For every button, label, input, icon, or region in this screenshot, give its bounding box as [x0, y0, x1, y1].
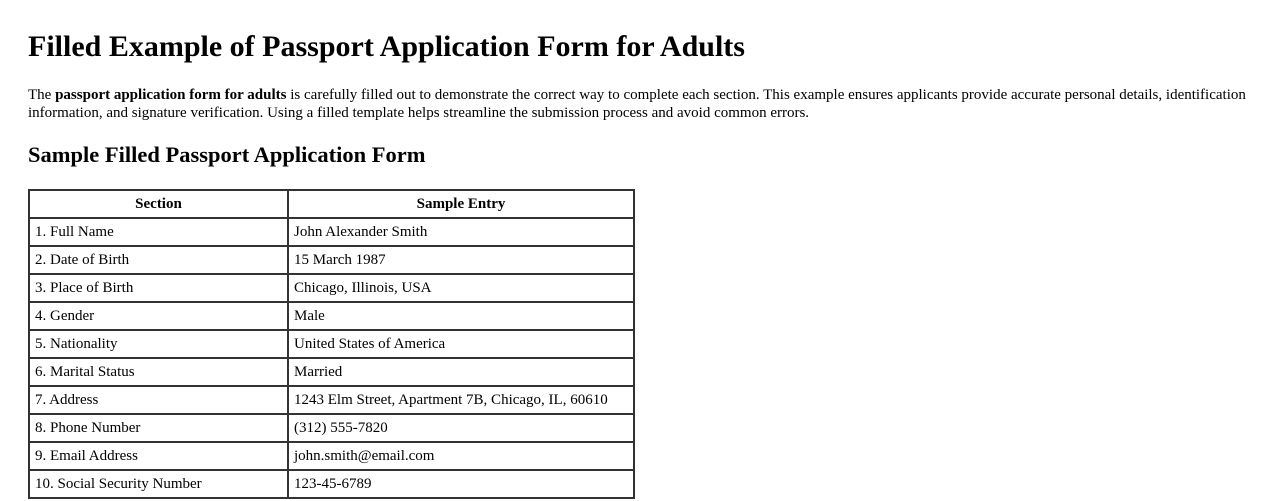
row-sample-value[interactable]: john.smith@email.com: [288, 442, 634, 470]
row-sample-value: 15 March 1987: [288, 246, 634, 274]
sample-form-table: [28, 189, 635, 499]
table-row: [29, 274, 634, 302]
intro-bold-phrase: passport application form for adults: [55, 87, 287, 103]
table-row: [29, 470, 634, 498]
row-section-label: 2. Date of Birth: [29, 246, 288, 274]
row-sample-value: (312) 555-7820: [288, 414, 634, 442]
row-sample-value: 1243 Elm Street, Apartment 7B, Chicago, IL, 60610: [288, 386, 634, 414]
row-sample-value: United States of America: [288, 330, 634, 358]
intro-paragraph: [28, 86, 1253, 122]
table-row: [29, 218, 634, 246]
header-sample-entry: Sample Entry: [288, 190, 634, 218]
table-row: [29, 358, 634, 386]
section-heading: Sample Filled Passport Application Form: [28, 142, 426, 167]
row-section-label: 1. Full Name: [29, 218, 288, 246]
table-row: [29, 414, 634, 442]
row-sample-value: Married: [288, 358, 634, 386]
table-row: [29, 302, 634, 330]
intro-text-end: is carefully filled out to demonstrate the correct way to complete each section. This example ensures applicants provide accurate personal details, identification information, and signature verification. Using a filled template helps streamline the submission process and avoid common errors.: [28, 87, 1246, 121]
table-row: [29, 330, 634, 358]
row-section-label: 4. Gender: [29, 302, 288, 330]
table-header-row: [29, 190, 634, 218]
row-section-label: 9. Email Address: [29, 442, 288, 470]
row-section-label: 3. Place of Birth: [29, 274, 288, 302]
row-sample-value: 123-45-6789: [288, 470, 634, 498]
table-row: [29, 386, 634, 414]
page-title: Filled Example of Passport Application Form for Adults: [28, 30, 745, 63]
row-sample-value: John Alexander Smith: [288, 218, 634, 246]
row-section-label: 7. Address: [29, 386, 288, 414]
intro-text-start: The: [28, 87, 56, 103]
table-row: [29, 246, 634, 274]
row-sample-value: Male: [288, 302, 634, 330]
row-section-label: 10. Social Security Number: [29, 470, 288, 498]
header-section: Section: [29, 190, 288, 218]
row-section-label: 5. Nationality: [29, 330, 288, 358]
row-section-label: 8. Phone Number: [29, 414, 288, 442]
table-row: [29, 442, 634, 470]
row-sample-value: Chicago, Illinois, USA: [288, 274, 634, 302]
row-section-label: 6. Marital Status: [29, 358, 288, 386]
